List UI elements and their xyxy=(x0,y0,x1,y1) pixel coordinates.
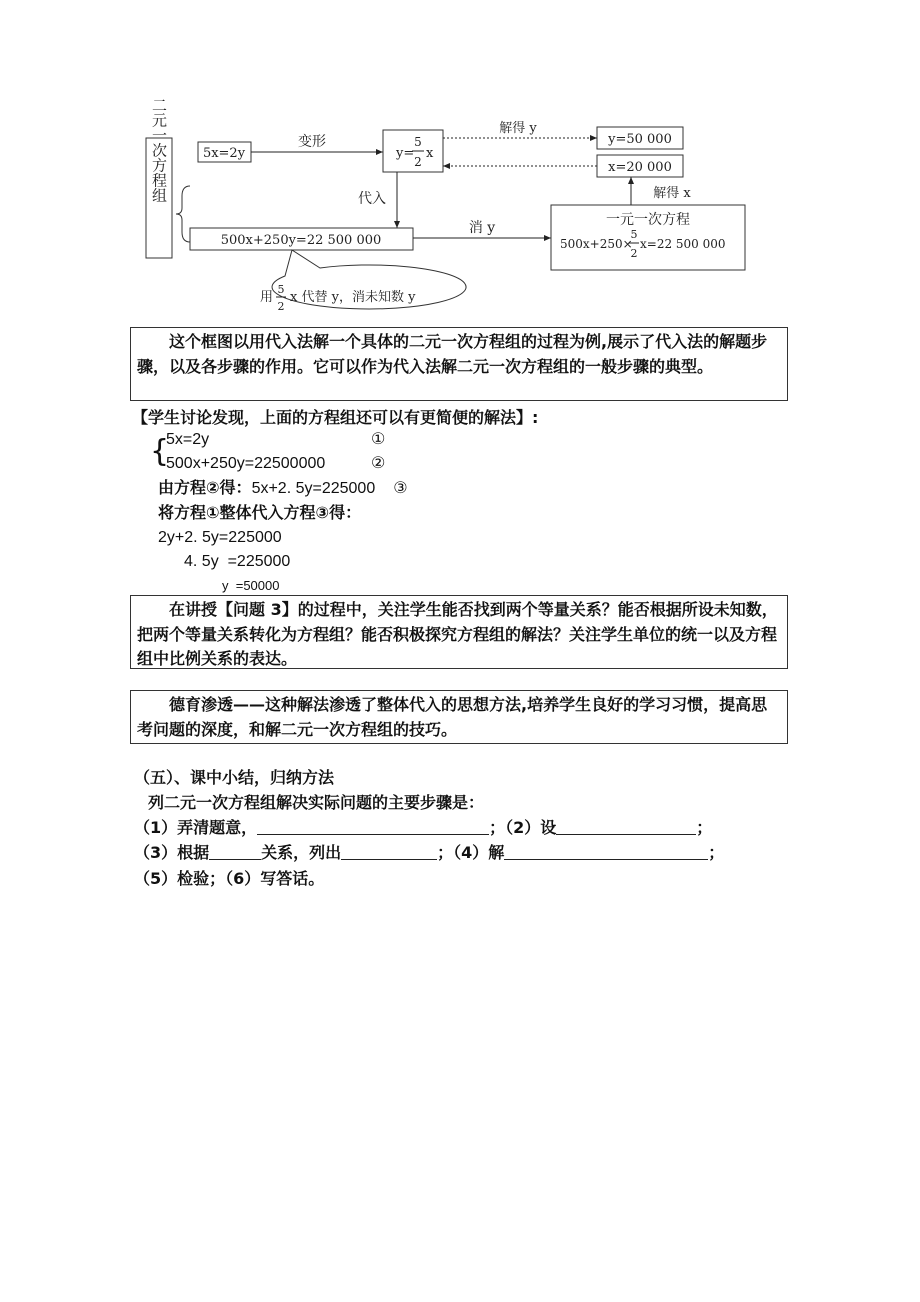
discussion-heading: 【学生讨论发现，上面的方程组还可以有更简便的解法】: xyxy=(132,408,539,427)
summary-line1 xyxy=(134,818,712,838)
note3-text: 德育渗透——这种解法渗透了整体代入的思想方法,培养学生良好的学习习惯，提高思考问题的深度，和解二元一次方程组的技巧。 xyxy=(137,695,768,739)
bubble-frac-num: 5 xyxy=(277,283,285,296)
bubble-frac-den: 2 xyxy=(277,300,285,313)
linear-eq-prefix: 500x+250× xyxy=(560,237,633,251)
step3: 2y+2. 5y=225000 xyxy=(158,529,282,546)
bubble-prefix: 用 xyxy=(260,290,274,305)
solve-y-label: 解得 y xyxy=(499,121,537,136)
eq2-text: 500x+250y=22 500 000 xyxy=(220,233,382,248)
blank-4[interactable] xyxy=(341,843,437,860)
y-expr-suffix: x xyxy=(426,146,434,161)
brace xyxy=(176,186,190,242)
system-brace: { xyxy=(150,434,170,469)
bubble-suffix: x 代替 y，消未知数 y xyxy=(290,290,416,305)
y-expr-den: 2 xyxy=(414,155,422,169)
step2: 将方程①整体代入方程③得： xyxy=(158,503,362,522)
substitute-label: 代入 xyxy=(358,191,386,207)
eq1-text: 5x=2y xyxy=(202,146,246,161)
blank-5[interactable] xyxy=(504,843,708,860)
s3-mid: 关系，列出 xyxy=(261,843,342,862)
solve-x-label: 解得 x xyxy=(653,186,691,201)
y-expr-num: 5 xyxy=(414,135,422,149)
summary-intro: 列二元一次方程组解决实际问题的主要步骤是： xyxy=(148,793,485,812)
x-result: x=20 000 xyxy=(608,160,672,175)
summary-heading: （五）、课中小结，归纳方法 xyxy=(134,768,335,787)
s3-end: ； xyxy=(708,843,725,862)
step5: y =50000 xyxy=(222,578,280,593)
eq1-mark: ① xyxy=(371,431,386,448)
eq2-mark: ② xyxy=(371,455,386,472)
system-eq1: 5x=2y xyxy=(166,431,210,448)
note1-text: 这个框图以用代入法解一个具体的二元一次方程组的过程为例,展示了代入法的解题步骤，以及各步骤的作用。它可以作为代入法解二元一次方程组的一般步骤的典型。 xyxy=(137,332,768,376)
summary-line2 xyxy=(134,843,724,863)
summary-line3: （5）检验；（6）写答话。 xyxy=(134,869,325,888)
step1-text: 由方程②得： xyxy=(158,478,252,497)
linear-frac-num: 5 xyxy=(630,228,638,241)
y-result: y=50 000 xyxy=(608,132,672,147)
step4: 4. 5y =225000 xyxy=(184,553,291,570)
blank-2[interactable] xyxy=(556,818,696,835)
note-teaching-focus xyxy=(130,595,788,669)
note-moral-education xyxy=(130,690,788,744)
substitution-flow-diagram xyxy=(0,0,920,330)
s3: （3）根据 xyxy=(134,843,210,862)
s1: （1）弄清题意， xyxy=(134,818,258,837)
linear-title: 一元一次方程 xyxy=(606,212,690,228)
s1-end2: ； xyxy=(696,818,713,837)
note2-text: 在讲授【问题 3】的过程中，关注学生能否找到两个等量关系？能否根据所设未知数，把两个等量关系转化为方程组？能否积极探究方程组的解法？关注学生单位的统一以及方程组中比例关系的表达。 xyxy=(137,600,778,668)
step1-eq: 5x+2. 5y=225000 xyxy=(251,480,376,497)
system-label: 二元一次方程组 xyxy=(150,97,168,203)
step1-mark: ③ xyxy=(393,480,408,497)
linear-frac-den: 2 xyxy=(630,247,638,260)
y-expr-prefix: y= xyxy=(396,146,415,161)
blank-3[interactable] xyxy=(209,843,261,860)
transform-label: 变形 xyxy=(298,134,326,150)
linear-eq-suffix: x=22 500 000 xyxy=(640,237,726,251)
blank-1[interactable] xyxy=(257,818,489,835)
note-diagram-explanation xyxy=(130,327,788,401)
eliminate-label: 消 y xyxy=(468,220,496,236)
s3-mid2: ；（4）解 xyxy=(437,843,505,862)
s1-end: ；（2）设 xyxy=(489,818,557,837)
system-eq2: 500x+250y=22500000 xyxy=(166,455,326,472)
